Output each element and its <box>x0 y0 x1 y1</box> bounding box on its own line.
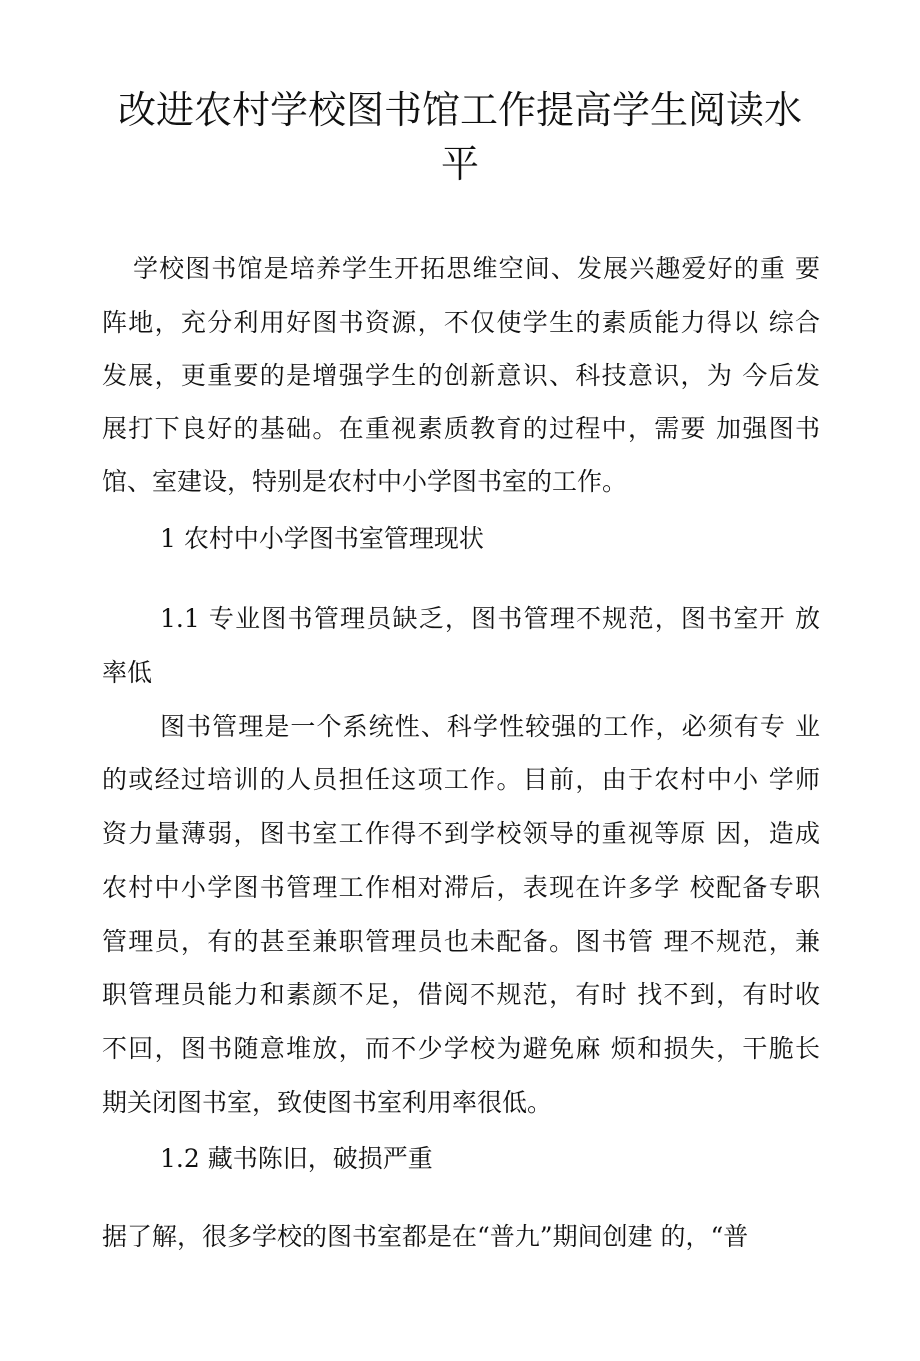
title-line-1: 改进农村学校图书馆工作提高学生阅读水 <box>117 88 802 132</box>
para2-line-1: 图书管理是一个系统性、科学性较强的工作，必须有专 业 <box>160 712 820 741</box>
para1-line-1: 学校图书馆是培养学生开拓思维空间、发展兴趣爱好的重 要 <box>133 254 820 283</box>
para2-line-3: 资力量薄弱，图书室工作得不到学校领导的重视等原 因，造成 <box>102 819 820 848</box>
title-line-2: 平 <box>440 142 479 186</box>
para1-line-4: 展打下良好的基础。在重视素质教育的过程中，需要 加强图书 <box>102 414 820 443</box>
para2-line-2: 的或经过培训的人员担任这项工作。目前，由于农村中小 学师 <box>102 765 820 794</box>
para2-line-7: 不回，图书随意堆放，而不少学校为避免麻 烦和损失，干脆长 <box>102 1034 820 1063</box>
subsection-heading-1-1-line-1: 1.1 专业图书管理员缺乏，图书管理不规范，图书室开 放 <box>160 604 820 633</box>
section-heading-1: 1 农村中小学图书室管理现状 <box>160 524 484 553</box>
para2-line-5: 管理员，有的甚至兼职管理员也未配备。图书管 理不规范，兼 <box>102 927 820 956</box>
para1-line-5: 馆、室建设，特别是农村中小学图书室的工作。 <box>102 467 628 496</box>
para2-line-4: 农村中小学图书管理工作相对滞后，表现在许多学 校配备专职 <box>102 873 820 902</box>
para1-line-2: 阵地，充分利用好图书资源，不仅使学生的素质能力得以 综合 <box>102 308 820 337</box>
subsection-heading-1-1-line-2: 率低 <box>102 658 153 687</box>
subsection-heading-1-2: 1.2 藏书陈旧，破损严重 <box>160 1144 433 1173</box>
para2-line-6: 职管理员能力和素颜不足，借阅不规范，有时 找不到，有时收 <box>102 980 820 1009</box>
para3-line-1: 据了解，很多学校的图书室都是在“普九”期间创建 的，“普 <box>102 1222 749 1251</box>
para2-line-8: 期关闭图书室，致使图书室利用率很低。 <box>102 1088 553 1117</box>
para1-line-3: 发展，更重要的是增强学生的创新意识、科技意识，为 今后发 <box>102 361 820 390</box>
